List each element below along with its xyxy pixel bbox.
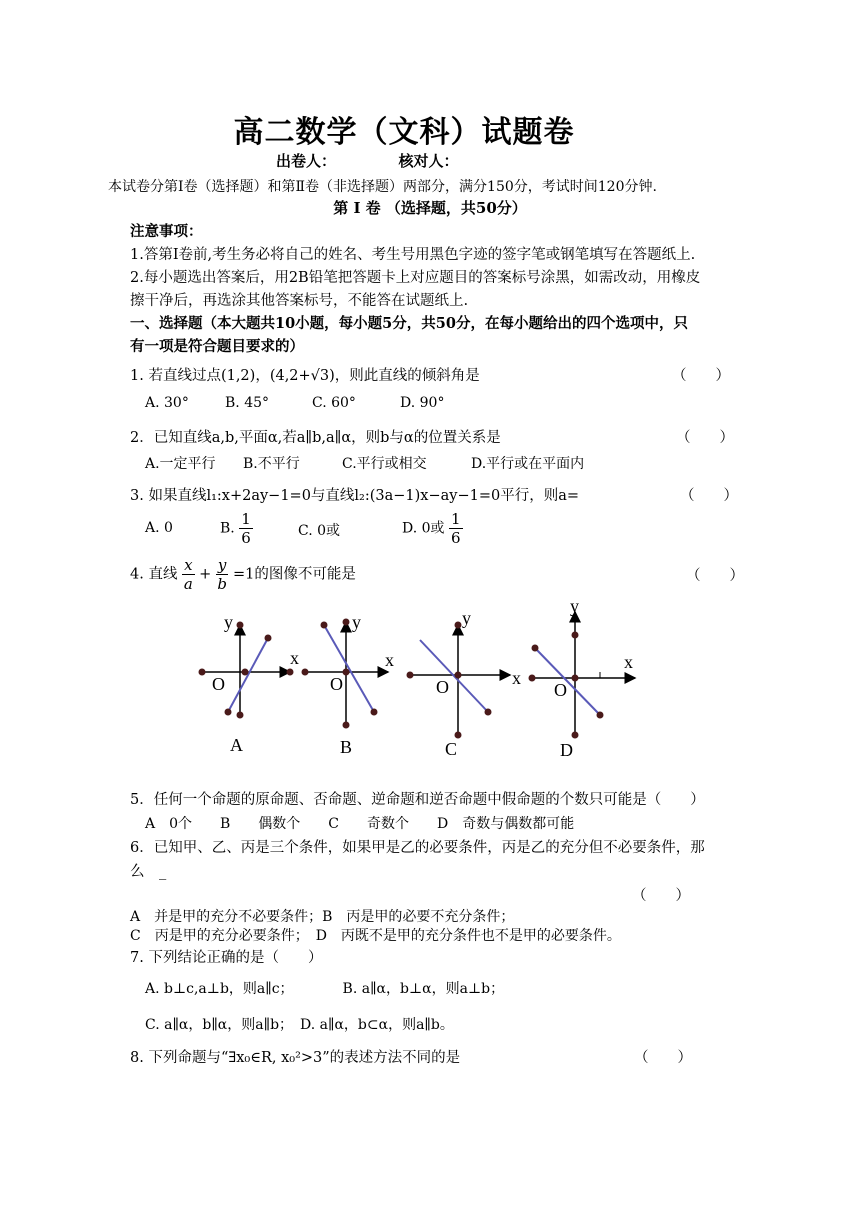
q6-line2: 么 _ — [130, 864, 167, 880]
q4-frac-y — [216, 556, 228, 593]
notice-item1: 1.答第Ⅰ卷前,考生务必将自己的姓名、考生号用黑色字迹的签字笔或钢笔填写在答题纸上. — [130, 247, 696, 263]
graph-b-x-label: x — [385, 650, 394, 670]
q2-option-b: B.不平行 — [243, 456, 300, 472]
graph-a — [199, 622, 294, 719]
graph-d-x-label: x — [624, 652, 633, 672]
frac-numerator: y — [217, 556, 227, 574]
q4-stem — [130, 556, 356, 593]
q3-option-d-fraction — [449, 510, 463, 547]
frac-numerator: 1 — [241, 510, 251, 528]
graph-d — [529, 612, 636, 739]
q8-answer-paren: （ ） — [634, 1050, 692, 1066]
q3-option-b — [220, 510, 253, 547]
graph-d-origin: O — [554, 680, 567, 700]
authors-line — [276, 150, 459, 171]
frac-denominator: 6 — [241, 529, 251, 547]
q4-graphs — [190, 596, 650, 765]
q7-stem: 7. 下列结论正确的是（ ） — [130, 950, 323, 966]
q2-answer-paren: （ ） — [676, 430, 734, 446]
q4-graphs-svg — [190, 600, 650, 765]
graph-d-y-label: y — [570, 596, 579, 616]
frac-numerator: x — [184, 556, 193, 574]
q5-stem: 5．任何一个命题的原命题、否命题、逆命题和逆否命题中假命题的个数只可能是（ ） — [130, 792, 705, 808]
q3-option-b-fraction — [239, 510, 253, 547]
q4-answer-paren: （ ） — [686, 568, 744, 584]
graph-a-origin: O — [212, 674, 225, 694]
q6-options-ab: A 并是甲的充分不必要条件；B 丙是甲的必要不充分条件； — [130, 909, 515, 925]
q8-stem: 8. 下列命题与“∃x₀∈R, x₀²>3”的表述方法不同的是 — [130, 1050, 461, 1066]
exam-intro: 本试卷分第Ⅰ卷（选择题）和第Ⅱ卷（非选择题）两部分，满分150分，考试时间120分钟. — [108, 179, 657, 195]
graph-b — [302, 619, 389, 729]
q3-option-d-label: D. 0或 — [402, 520, 445, 537]
q3-option-a: A. 0 — [145, 520, 173, 536]
notice-item2a: 2.每小题选出答案后，用2B铅笔把答题卡上对应题目的答案标号涂黑，如需改动，用橡皮 — [130, 270, 701, 286]
q4-frac-x — [182, 556, 194, 593]
section1-line1: 一、选择题（本大题共10小题，每小题5分，共50分，在每小题给出的四个选项中，只 — [130, 315, 688, 332]
q6-line1: 6．已知甲、乙、丙是三个条件，如果甲是乙的必要条件，丙是乙的充分但不必要条件，那 — [130, 840, 705, 856]
q2-stem: 2．已知直线a,b,平面α,若a∥b,a∥α，则b与α的位置关系是 — [130, 430, 501, 446]
notice-heading: 注意事项： — [130, 223, 203, 240]
part1-title: 第 Ⅰ 卷 （选择题，共50分） — [333, 199, 527, 217]
frac-denominator: a — [183, 575, 193, 593]
graph-a-label: A — [230, 735, 243, 755]
q3-option-b-label: B. — [220, 520, 235, 537]
graph-c — [407, 622, 511, 739]
q2-option-a: A.一定平行 — [145, 456, 216, 472]
graph-c-origin: O — [436, 677, 449, 697]
q4-post: =1的图像不可能是 — [233, 566, 356, 583]
q3-answer-paren: （ ） — [680, 488, 738, 504]
q4-plus: + — [199, 566, 212, 583]
graph-a-x-label: x — [290, 648, 299, 668]
q1-stem: 1. 若直线过点(1,2)，(4,2+√3)，则此直线的倾斜角是 — [130, 368, 480, 384]
graph-b-label: B — [340, 737, 353, 757]
section1-line2: 有一项是符合题目要求的） — [130, 338, 304, 355]
exam-title: 高二数学（文科）试题卷 — [233, 115, 575, 150]
q6-answer-paren: （ ） — [632, 888, 690, 904]
setter-label: 出卷人： — [276, 152, 337, 170]
graph-c-label: C — [445, 739, 458, 759]
q7-options-cd: C. a∥α，b∥α，则a∥b； D. a∥α，b⊂α，则a∥b。 — [145, 1017, 454, 1033]
frac-denominator: b — [217, 575, 227, 593]
q2-option-d: D.平行或在平面内 — [471, 456, 585, 472]
frac-numerator: 1 — [451, 510, 461, 528]
q5-options: A 0个 B 偶数个 C 奇数个 D 奇数与偶数都可能 — [145, 816, 575, 832]
q3-option-d — [402, 510, 463, 547]
q3-option-c: C. 0或 — [298, 523, 341, 539]
graph-c-y-label: y — [462, 608, 471, 628]
q2-option-c: C.平行或相交 — [342, 456, 427, 472]
graph-b-origin: O — [330, 674, 343, 694]
q7-options-ab: A. b⊥c,a⊥b，则a∥c； B. a∥α，b⊥α，则a⊥b； — [145, 981, 505, 997]
frac-denominator: 6 — [451, 529, 461, 547]
graph-d-label: D — [560, 740, 573, 760]
q1-option-a: A. 30° — [145, 395, 189, 411]
q6-options-cd: C 丙是甲的充分必要条件； D 丙既不是甲的充分条件也不是甲的必要条件。 — [130, 928, 621, 944]
q4-pre: 4. 直线 — [130, 566, 178, 583]
q3-stem: 3. 如果直线l₁:x+2ay−1=0与直线l₂:(3a−1)x−ay−1=0平行，则a= — [130, 488, 580, 504]
q1-option-b: B. 45° — [225, 395, 270, 411]
graph-a-y-label: y — [224, 612, 233, 632]
q1-option-c: C. 60° — [312, 395, 356, 411]
checker-label: 核对人： — [398, 152, 459, 170]
q1-option-d: D. 90° — [400, 395, 445, 411]
graph-b-y-label: y — [352, 612, 361, 632]
notice-item2b: 擦干净后，再选涂其他答案标号，不能答在试题纸上. — [130, 293, 469, 309]
q1-answer-paren: （ ） — [672, 368, 730, 384]
graph-c-x-label: x — [512, 668, 521, 688]
